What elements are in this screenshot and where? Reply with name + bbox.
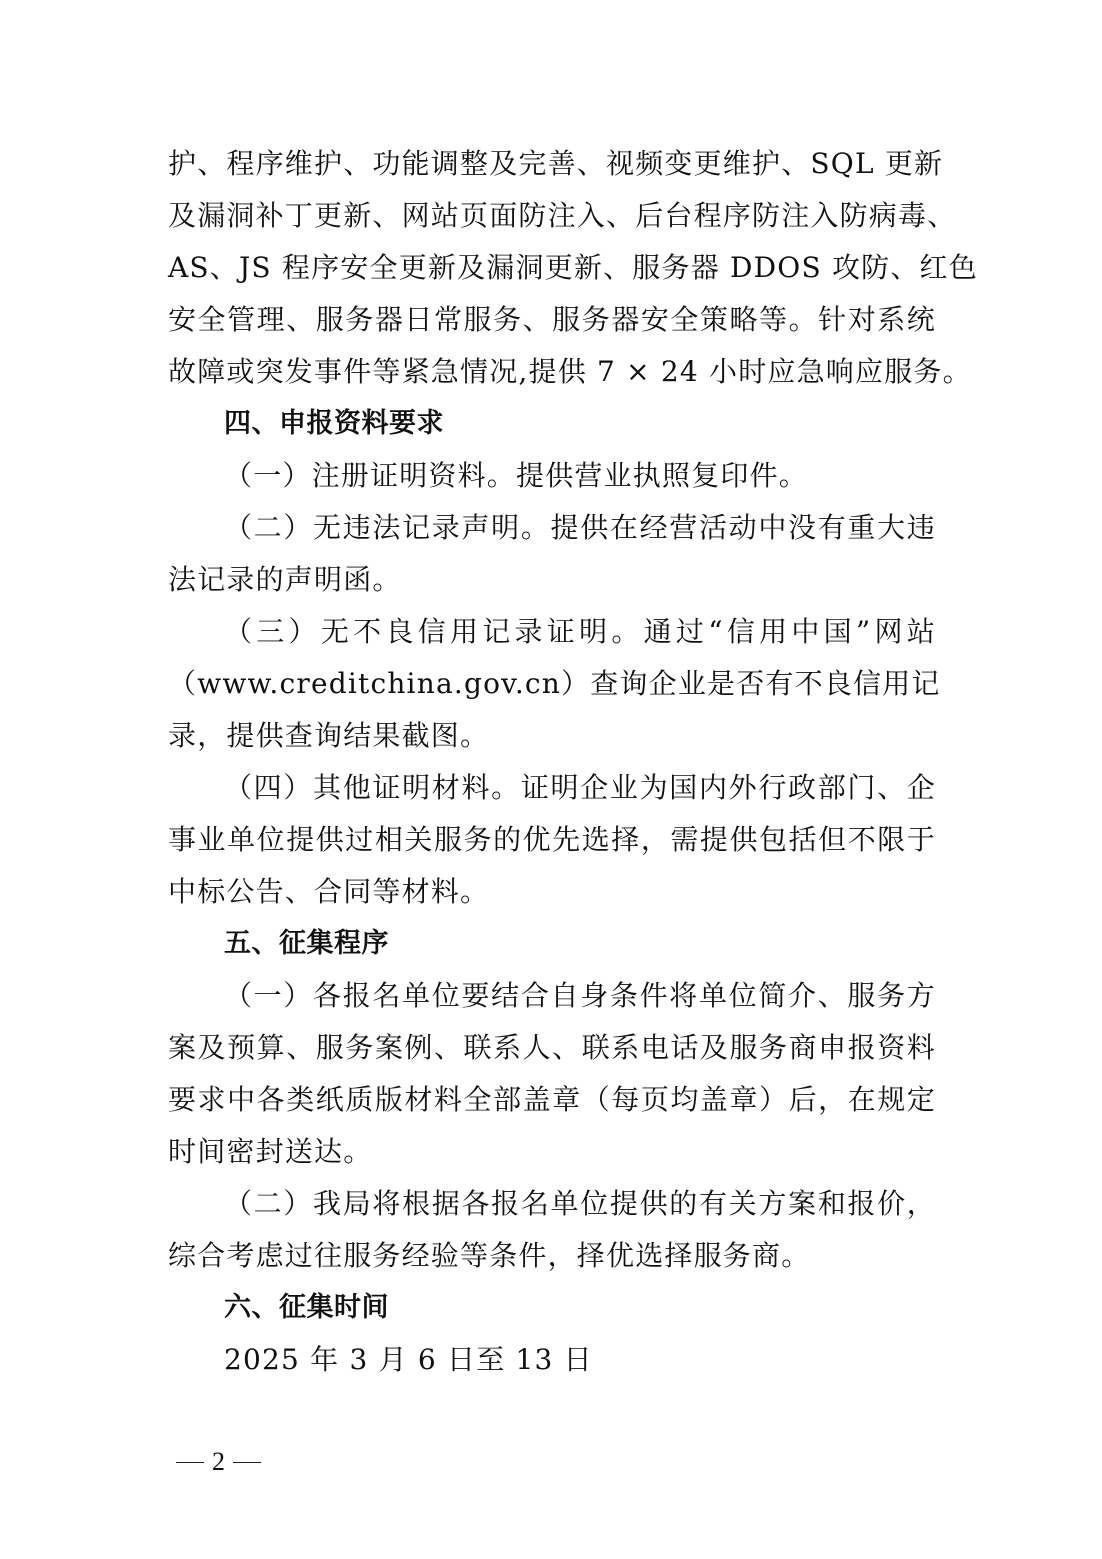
list-item-4-4-cont: 事业单位提供过相关服务的优先选择，需提供包括但不限于 [168, 823, 936, 856]
section-heading-4: 四、申报资料要求 [224, 408, 444, 439]
list-item-4-3-cont: 录，提供查询结果截图。 [168, 719, 490, 752]
paragraph-line: AS、JS 程序安全更新及漏洞更新、服务器 DDOS 攻防、红色 [168, 251, 978, 284]
list-item-5-1-cont: 时间密封送达。 [168, 1135, 373, 1168]
list-item-5-2-cont: 综合考虑过往服务经验等条件，择优选择服务商。 [168, 1239, 811, 1272]
list-item-4-1: （一）注册证明资料。提供营业执照复印件。 [224, 459, 809, 492]
list-item-5-1-cont: 案及预算、服务案例、联系人、联系电话及服务商申报资料 [168, 1031, 936, 1064]
list-item-4-2: （二）无违法记录声明。提供在经营活动中没有重大违 [224, 511, 936, 544]
paragraph-line: 安全管理、服务器日常服务、服务器安全策略等。针对系统 [168, 303, 936, 336]
list-item-5-1: （一）各报名单位要结合自身条件将单位简介、服务方 [224, 979, 936, 1012]
dash-right [233, 1462, 261, 1463]
section-heading-5: 五、征集程序 [224, 928, 389, 959]
paragraph-line: 故障或突发事件等紧急情况,提供 7 × 24 小时应急响应服务。 [168, 355, 972, 388]
list-item-4-3: （三）无不良信用记录证明。通过“信用中国”网站 [224, 615, 936, 648]
paragraph-line: 护、程序维护、功能调整及完善、视频变更维护、SQL 更新 [168, 147, 944, 180]
list-item-4-4-cont: 中标公告、合同等材料。 [168, 875, 490, 908]
list-item-4-4: （四）其他证明材料。证明企业为国内外行政部门、企 [224, 771, 936, 804]
paragraph-line: 及漏洞补丁更新、网站页面防注入、后台程序防注入防病毒、 [168, 199, 957, 232]
page-number: 2 [212, 1447, 225, 1476]
dash-left [176, 1462, 204, 1463]
list-item-5-2: （二）我局将根据各报名单位提供的有关方案和报价， [224, 1187, 936, 1220]
list-item-4-3-cont: （www.creditchina.gov.cn）查询企业是否有不良信用记 [168, 667, 941, 700]
list-item-4-2-cont: 法记录的声明函。 [168, 563, 402, 596]
section-heading-6: 六、征集时间 [224, 1292, 389, 1323]
page-number-footer [168, 1444, 269, 1480]
list-item-5-1-cont: 要求中各类纸质版材料全部盖章（每页均盖章）后，在规定 [168, 1083, 936, 1116]
collection-date: 2025 年 3 月 6 日至 13 日 [224, 1343, 593, 1376]
